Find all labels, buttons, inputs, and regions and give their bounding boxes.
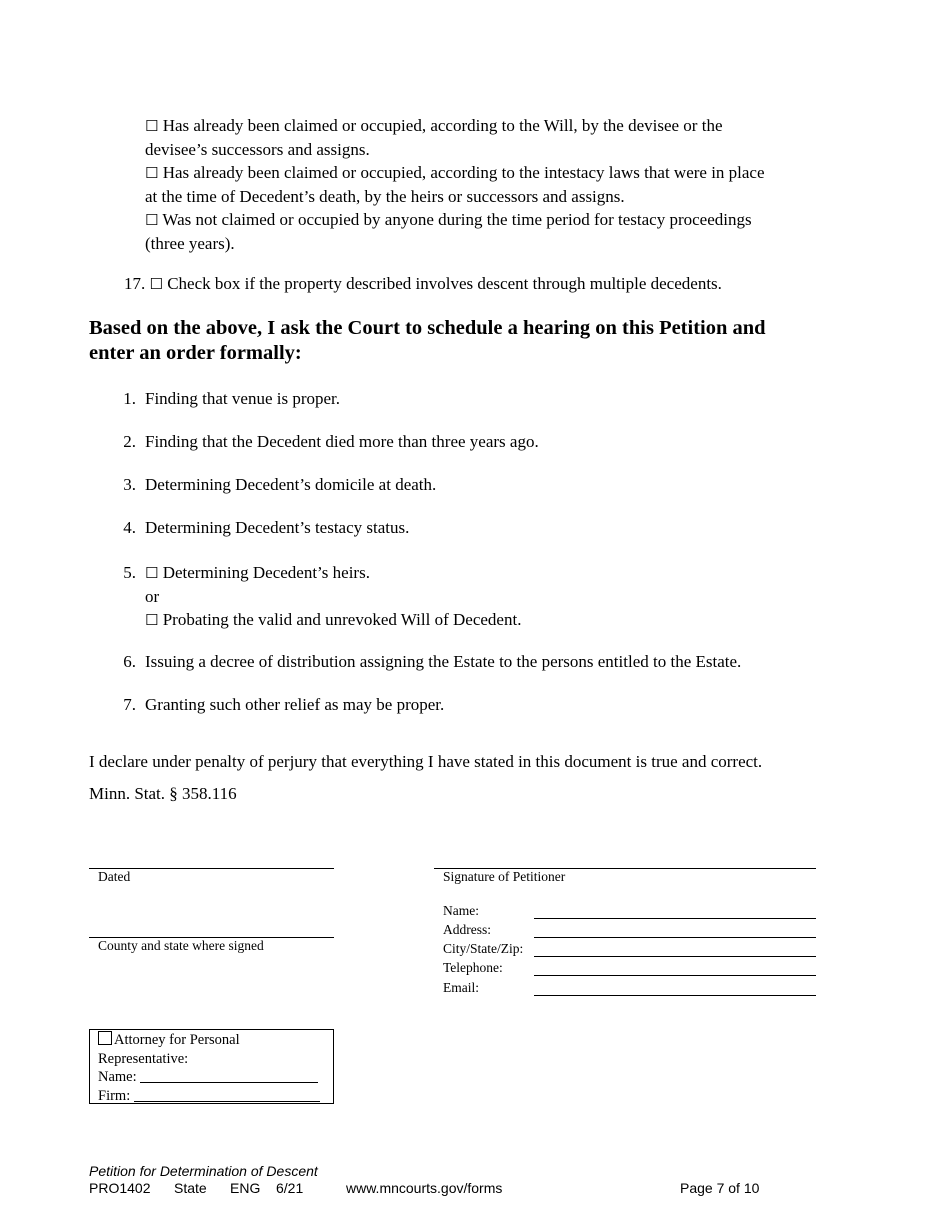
attorney-label: Attorney for Personal — [114, 1032, 240, 1048]
attorney-checkbox[interactable] — [98, 1031, 112, 1045]
footer-title: Petition for Determination of Descent — [89, 1163, 318, 1179]
item-17-text: Check box if the property described involves descent through multiple decedents. — [167, 274, 722, 293]
option-text-cont: (three years). — [145, 234, 235, 253]
request-number: 5. — [123, 563, 136, 582]
address-label: Address: — [443, 922, 491, 937]
statute: Minn. Stat. § 358.116 — [89, 784, 237, 803]
address-field[interactable] — [534, 937, 816, 938]
declaration: I declare under penalty of perjury that everything I have stated in this document is true and correct. — [89, 752, 763, 771]
request-text: Issuing a decree of distribution assigning the Estate to the persons entitled to the Estate. — [145, 652, 742, 671]
dated-label: Dated — [98, 869, 131, 884]
option-text: Was not claimed or occupied by anyone during the time period for testacy proceedings — [162, 210, 752, 229]
request-number: 2. — [123, 432, 136, 451]
name-label: Name: — [443, 903, 479, 918]
footer-code: PRO1402 — [89, 1180, 151, 1196]
footer-page-number: Page 7 of 10 — [680, 1180, 760, 1196]
request-number: 3. — [123, 475, 136, 494]
footer-state: State — [174, 1180, 207, 1196]
city-state-zip-field[interactable] — [534, 956, 816, 957]
item-17-number: 17. — [124, 274, 146, 293]
request-text: Finding that the Decedent died more than three years ago. — [145, 432, 539, 451]
request-number: 6. — [123, 652, 136, 671]
option-item — [145, 208, 865, 255]
option-text: Has already been claimed or occupied, according to the intestacy laws that were in place — [162, 163, 765, 182]
option-item — [145, 161, 865, 208]
option-checkbox[interactable]: ☐ — [145, 211, 159, 229]
request-text: Finding that venue is proper. — [145, 389, 341, 408]
item-17-checkbox[interactable]: ☐ — [149, 275, 163, 293]
attorney-name-label: Name: — [98, 1069, 137, 1085]
heading-line-1: Based on the above, I ask the Court to schedule a hearing on this Petition and — [89, 317, 766, 339]
footer-date: 6/21 — [276, 1180, 304, 1196]
attorney-firm-field[interactable] — [134, 1089, 320, 1102]
attorney-name-field[interactable] — [140, 1070, 318, 1083]
attorney-firm-label: Firm: — [98, 1087, 131, 1104]
heading-line-2: enter an order formally: — [89, 342, 302, 364]
request-number: 1. — [123, 389, 136, 408]
petitioner-signature-label: Signature of Petitioner — [443, 869, 566, 884]
item-17 — [124, 272, 722, 296]
section-heading — [89, 316, 849, 366]
county-label: County and state where signed — [98, 938, 264, 953]
telephone-label: Telephone: — [443, 960, 503, 975]
email-label: Email: — [443, 980, 479, 995]
city-state-zip-label: City/State/Zip: — [443, 941, 524, 956]
request-number: 4. — [123, 518, 136, 537]
footer-url[interactable]: www.mncourts.gov/forms — [346, 1180, 503, 1196]
email-field[interactable] — [534, 995, 816, 996]
or-label: or — [145, 587, 160, 606]
option-checkbox[interactable]: ☐ — [145, 117, 159, 135]
request-number: 7. — [123, 695, 136, 714]
option-list — [145, 114, 865, 255]
representative-label: Representative: — [98, 1050, 189, 1067]
option-checkbox[interactable]: ☐ — [145, 164, 159, 182]
will-checkbox[interactable]: ☐ — [145, 611, 159, 629]
option-text-cont: at the time of Decedent’s death, by the heirs or successors and assigns. — [145, 187, 625, 206]
request-text: Determining Decedent’s testacy status. — [145, 518, 410, 537]
option-item — [145, 114, 865, 161]
request-alt-text: Probating the valid and unrevoked Will of Decedent. — [162, 610, 522, 629]
name-field[interactable] — [534, 918, 816, 919]
option-text: Has already been claimed or occupied, according to the Will, by the devisee or the — [162, 116, 723, 135]
footer-lang: ENG — [230, 1180, 261, 1196]
request-text: Determining Decedent’s domicile at death. — [145, 475, 437, 494]
telephone-field[interactable] — [534, 975, 816, 976]
attorney-box — [89, 1029, 334, 1104]
heirs-checkbox[interactable]: ☐ — [145, 564, 159, 582]
option-text-cont: devisee’s successors and assigns. — [145, 140, 370, 159]
request-choice — [145, 561, 521, 632]
request-text: Granting such other relief as may be proper. — [145, 695, 445, 714]
request-text: Determining Decedent’s heirs. — [162, 563, 370, 582]
